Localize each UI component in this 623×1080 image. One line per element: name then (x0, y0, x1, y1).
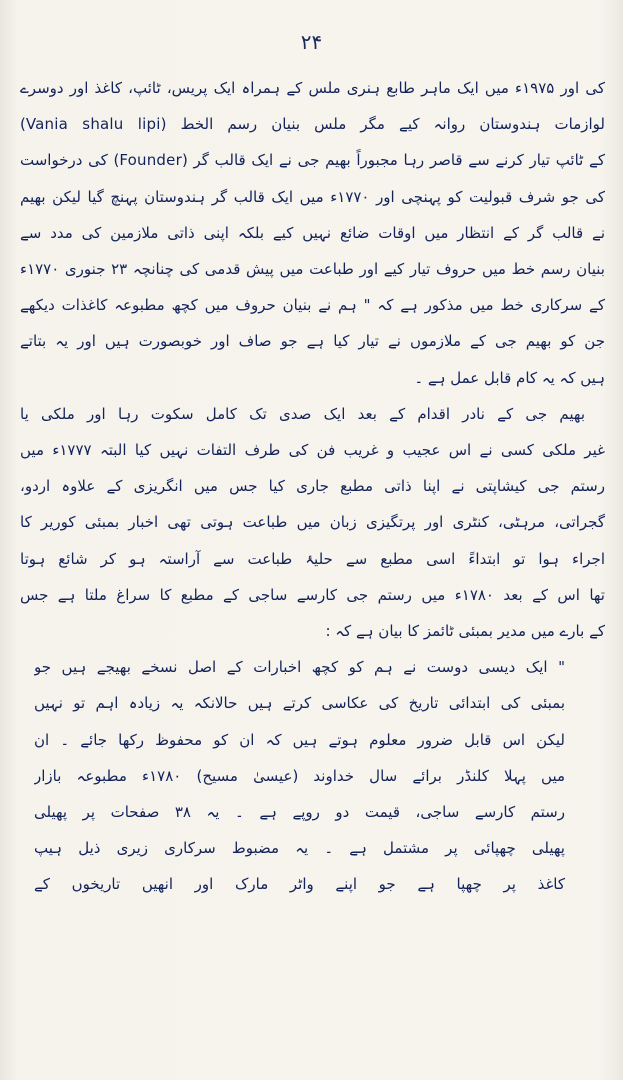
paragraph-2 (20, 396, 605, 432)
quote-line: پھیلی چھپائی پر مشتمل ہے ۔ یہ مضبوط سرکاری زیری ذیل ہیپ (34, 839, 565, 858)
text-line: کی اور ۱۹۷۵ء میں ایک ماہر طابع ہنری ملس کے ہمراہ ایک پریس، ٹائپ، کاغذ اور دوسرے (20, 79, 605, 97)
page-number: ۲۴ (300, 30, 323, 54)
text-line: اجراء ہوا تو ابتداءً اسی مطبع سے حلیۂ طباعت سے آراستہ ہو کر شائع ہوتا (20, 549, 605, 568)
text-line: کے سرکاری خط میں مذکور ہے کہ " ہم نے بنیان حروف میں کچھ مطبوعہ کاغذات دیکھے (20, 296, 605, 315)
text-line: تھا اس کے بعد ۱۷۸۰ء میں رستم جی کارسے ساجی کے مطبع کا سراغ ملتا ہے جس (20, 585, 605, 604)
text-line: نے قالب گر کے انتظار میں اوقات ضائع نہیں کیے بلکہ اپنی ذاتی ملازمین کی مدد سے (20, 223, 605, 242)
text-line: لوازمات ہندوستان روانہ کیے مگر ملس بنیان رسم الخط (Vania shalu lipi) (20, 115, 605, 134)
text-line: جن کو بھیم جی کے ملازموں نے تیار کیا ہے جو صاف اور خوبصورت ہیں اور یہ بتاتے (20, 332, 605, 351)
block-quote (20, 649, 605, 902)
text-line: کے ٹائپ تیار کرنے سے قاصر رہا مجبوراً بھیم جی نے ایک قالب گر (Founder) کی درخواست (20, 151, 605, 170)
quote-line: رستم کارسے ساجی، قیمت دو روپے ہے ۔ یہ ۳۸ صفحات پر پھیلی (34, 803, 565, 822)
text-line: غیر ملکی کسی نے اس عجیب و غریب فن کی طرف التفات نہیں کیا البتہ ۱۷۷۷ء میں (20, 441, 605, 460)
quote-line: " ایک دیسی دوست نے ہم کو کچھ اخبارات کے اصل نسخے بھیجے ہیں جو (34, 658, 565, 677)
quote-line: کاغذ پر چھپا ہے جو اپنے واٹر مارک اور انھیں تاریخوں کے (34, 875, 565, 894)
text-line: کی جو شرف قبولیت کو پہنچی اور ۱۷۷۰ء میں ایک قالب گر ہندوستان پہنچ گیا لیکن بھیم (20, 187, 605, 206)
quote-line: لیکن اس قابل ضرور معلوم ہوتے ہیں کہ ان کو محفوظ رکھا جائے ۔ ان (34, 730, 565, 749)
paragraph-1 (20, 70, 605, 396)
quote-line: میں پہلا کلنڈر برائے سال خداوند (عیسیٰ مسیح) ۱۷۸۰ء مطبوعہ بازار (34, 766, 565, 785)
text-line: ہیں کہ یہ کام قابل عمل ہے ۔ (414, 368, 605, 387)
text-line: بھیم جی کے نادر اقدام کے بعد ایک صدی تک کامل سکوت رہا اور ملکی یا (20, 404, 585, 423)
text-line: بنیان رسم خط میں حروف تیار کیے اور طباعت میں پیش قدمی کی چنانچہ ۲۳ جنوری ۱۷۷۰ء (20, 260, 605, 279)
paragraph-2-body (20, 432, 605, 649)
quote-line: بمبئی کی ابتدائی تاریخ کی عکاسی کرتے ہیں حالانکہ یہ زیادہ اہم تو نہیں (34, 694, 565, 713)
text-line: کے بارے میں مدیر بمبئی ٹائمز کا بیان ہے کہ : (325, 622, 605, 641)
text-line: رستم جی کیشاپتی نے اپنا ذاتی مطبع جاری کیا جس میں انگریزی کے علاوہ اردو، (20, 477, 605, 496)
body-text (20, 70, 605, 903)
text-line: گجراتی، مرہٹی، کنٹری اور پرتگیزی زبان میں طباعت ہوتی تھی اخبار بمبئی کوریر کا (20, 513, 605, 532)
